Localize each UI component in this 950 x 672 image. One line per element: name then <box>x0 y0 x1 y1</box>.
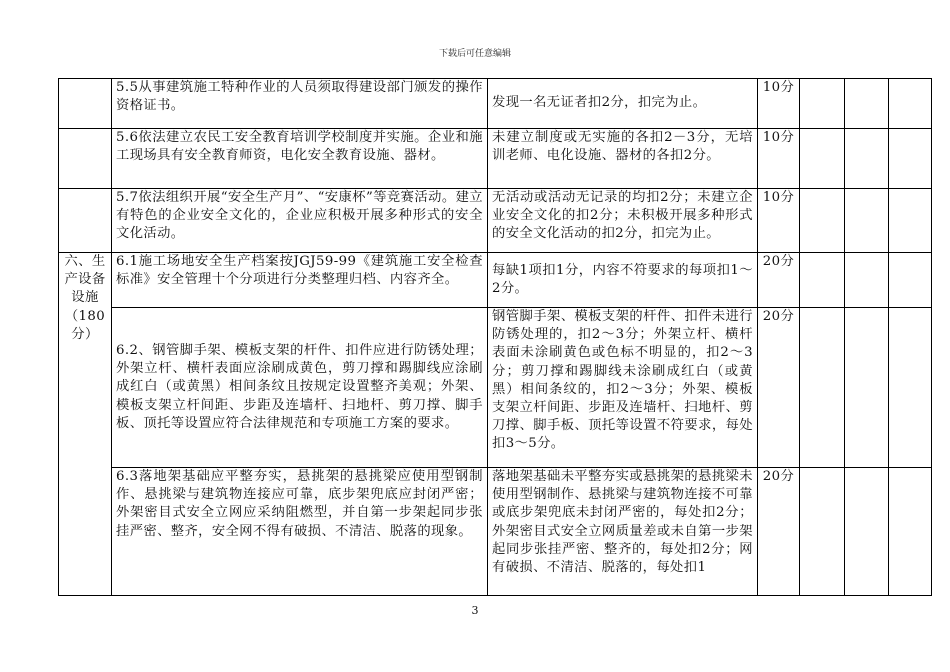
page-header: 下载后可任意编辑 <box>438 49 511 59</box>
blank-cell <box>845 129 889 189</box>
scoring-table <box>58 78 932 596</box>
blank-cell <box>800 468 845 596</box>
table-row <box>59 129 932 189</box>
points-cell: 20分 <box>758 468 800 596</box>
table-row <box>59 308 932 468</box>
blank-cell <box>845 308 889 468</box>
requirement-cell: 6.1施工场地安全生产档案按JGJ59-99《建筑施工安全检查标准》安全管理十个分项进行分类整理归档、内容齐全。 <box>112 253 488 308</box>
blank-cell <box>800 189 845 253</box>
table-row <box>59 79 932 129</box>
section-cell-empty <box>59 129 112 189</box>
page-number: 3 <box>471 604 479 617</box>
blank-cell <box>889 189 932 253</box>
deduction-cell: 每缺1项扣1分，内容不符要求的每项扣1～2分。 <box>488 253 758 308</box>
blank-cell <box>845 189 889 253</box>
points-cell: 20分 <box>758 253 800 308</box>
deduction-cell: 无活动或活动无记录的均扣2分；未建立企业安全文化的扣2分；未积极开展多种形式的安全文化活动的扣2分，扣完为止。 <box>488 189 758 253</box>
points-cell: 10分 <box>758 79 800 129</box>
section-label: 六、生产设备设施（180分） <box>59 253 112 596</box>
deduction-cell: 发现一名无证者扣2分，扣完为止。 <box>488 79 758 129</box>
section-cell-empty <box>59 79 112 129</box>
table-row <box>59 189 932 253</box>
table-row <box>59 468 932 596</box>
blank-cell <box>889 129 932 189</box>
requirement-cell: 5.7依法组织开展“安全生产月”、“安康杯”等竞赛活动。建立有特色的企业安全文化的，企业应积极开展多种形式的安全文化活动。 <box>112 189 488 253</box>
deduction-cell: 钢管脚手架、模板支架的杆件、扣件未进行防锈处理的，扣2～3分；外架立杆、横杆表面未涂刷黄色或色标不明显的，扣2～3分；剪刀撑和踢脚线未涂刷成红白（或黄黑）相间条纹的，扣2～3分；外架、模板支架立杆间距、步距及连墙杆、扫地杆、剪刀撑、脚手板、顶托等设置不符要求，每处扣3～5分。 <box>488 308 758 468</box>
blank-cell <box>845 468 889 596</box>
blank-cell <box>845 79 889 129</box>
blank-cell <box>800 253 845 308</box>
requirement-cell: 6.2、钢管脚手架、模板支架的杆件、扣件应进行防锈处理；外架立杆、横杆表面应涂刷成黄色，剪刀撑和踢脚线应涂刷成红白（或黄黑）相间条纹且按规定设置整齐美观；外架、模板支架立杆间距、步距及连墙杆、扫地杆、剪刀撑、脚手板、顶托等设置应符合法律规范和专项施工方案的要求。 <box>112 308 488 468</box>
blank-cell <box>800 129 845 189</box>
blank-cell <box>889 79 932 129</box>
requirement-cell: 6.3落地架基础应平整夯实，悬挑架的悬挑梁应使用型钢制作、悬挑梁与建筑物连接应可靠，底步架兜底应封闭严密；外架密目式安全立网应采纳阻燃型，并自第一步架起同步张挂严密、整齐，安全网不得有破损、不清洁、脱落的现象。 <box>112 468 488 596</box>
blank-cell <box>889 253 932 308</box>
blank-cell <box>800 308 845 468</box>
points-cell: 10分 <box>758 129 800 189</box>
section-cell-empty <box>59 189 112 253</box>
blank-cell <box>889 468 932 596</box>
blank-cell <box>800 79 845 129</box>
deduction-cell: 落地架基础未平整夯实或悬挑架的悬挑梁未使用型钢制作、悬挑梁与建筑物连接不可靠或底步架兜底未封闭严密的，每处扣2分；外架密目式安全立网质量差或未自第一步架起同步张挂严密、整齐的，每处扣2分；网有破损、不清洁、脱落的，每处扣1 <box>488 468 758 596</box>
requirement-cell: 5.5从事建筑施工特种作业的人员须取得建设部门颁发的操作资格证书。 <box>112 79 488 129</box>
blank-cell <box>845 253 889 308</box>
points-cell: 20分 <box>758 308 800 468</box>
points-cell: 10分 <box>758 189 800 253</box>
requirement-cell: 5.6依法建立农民工安全教育培训学校制度并实施。企业和施工现场具有安全教育师资，电化安全教育设施、器材。 <box>112 129 488 189</box>
table-row <box>59 253 932 308</box>
deduction-cell: 未建立制度或无实施的各扣2－3分，无培训老师、电化设施、器材的各扣2分。 <box>488 129 758 189</box>
blank-cell <box>889 308 932 468</box>
